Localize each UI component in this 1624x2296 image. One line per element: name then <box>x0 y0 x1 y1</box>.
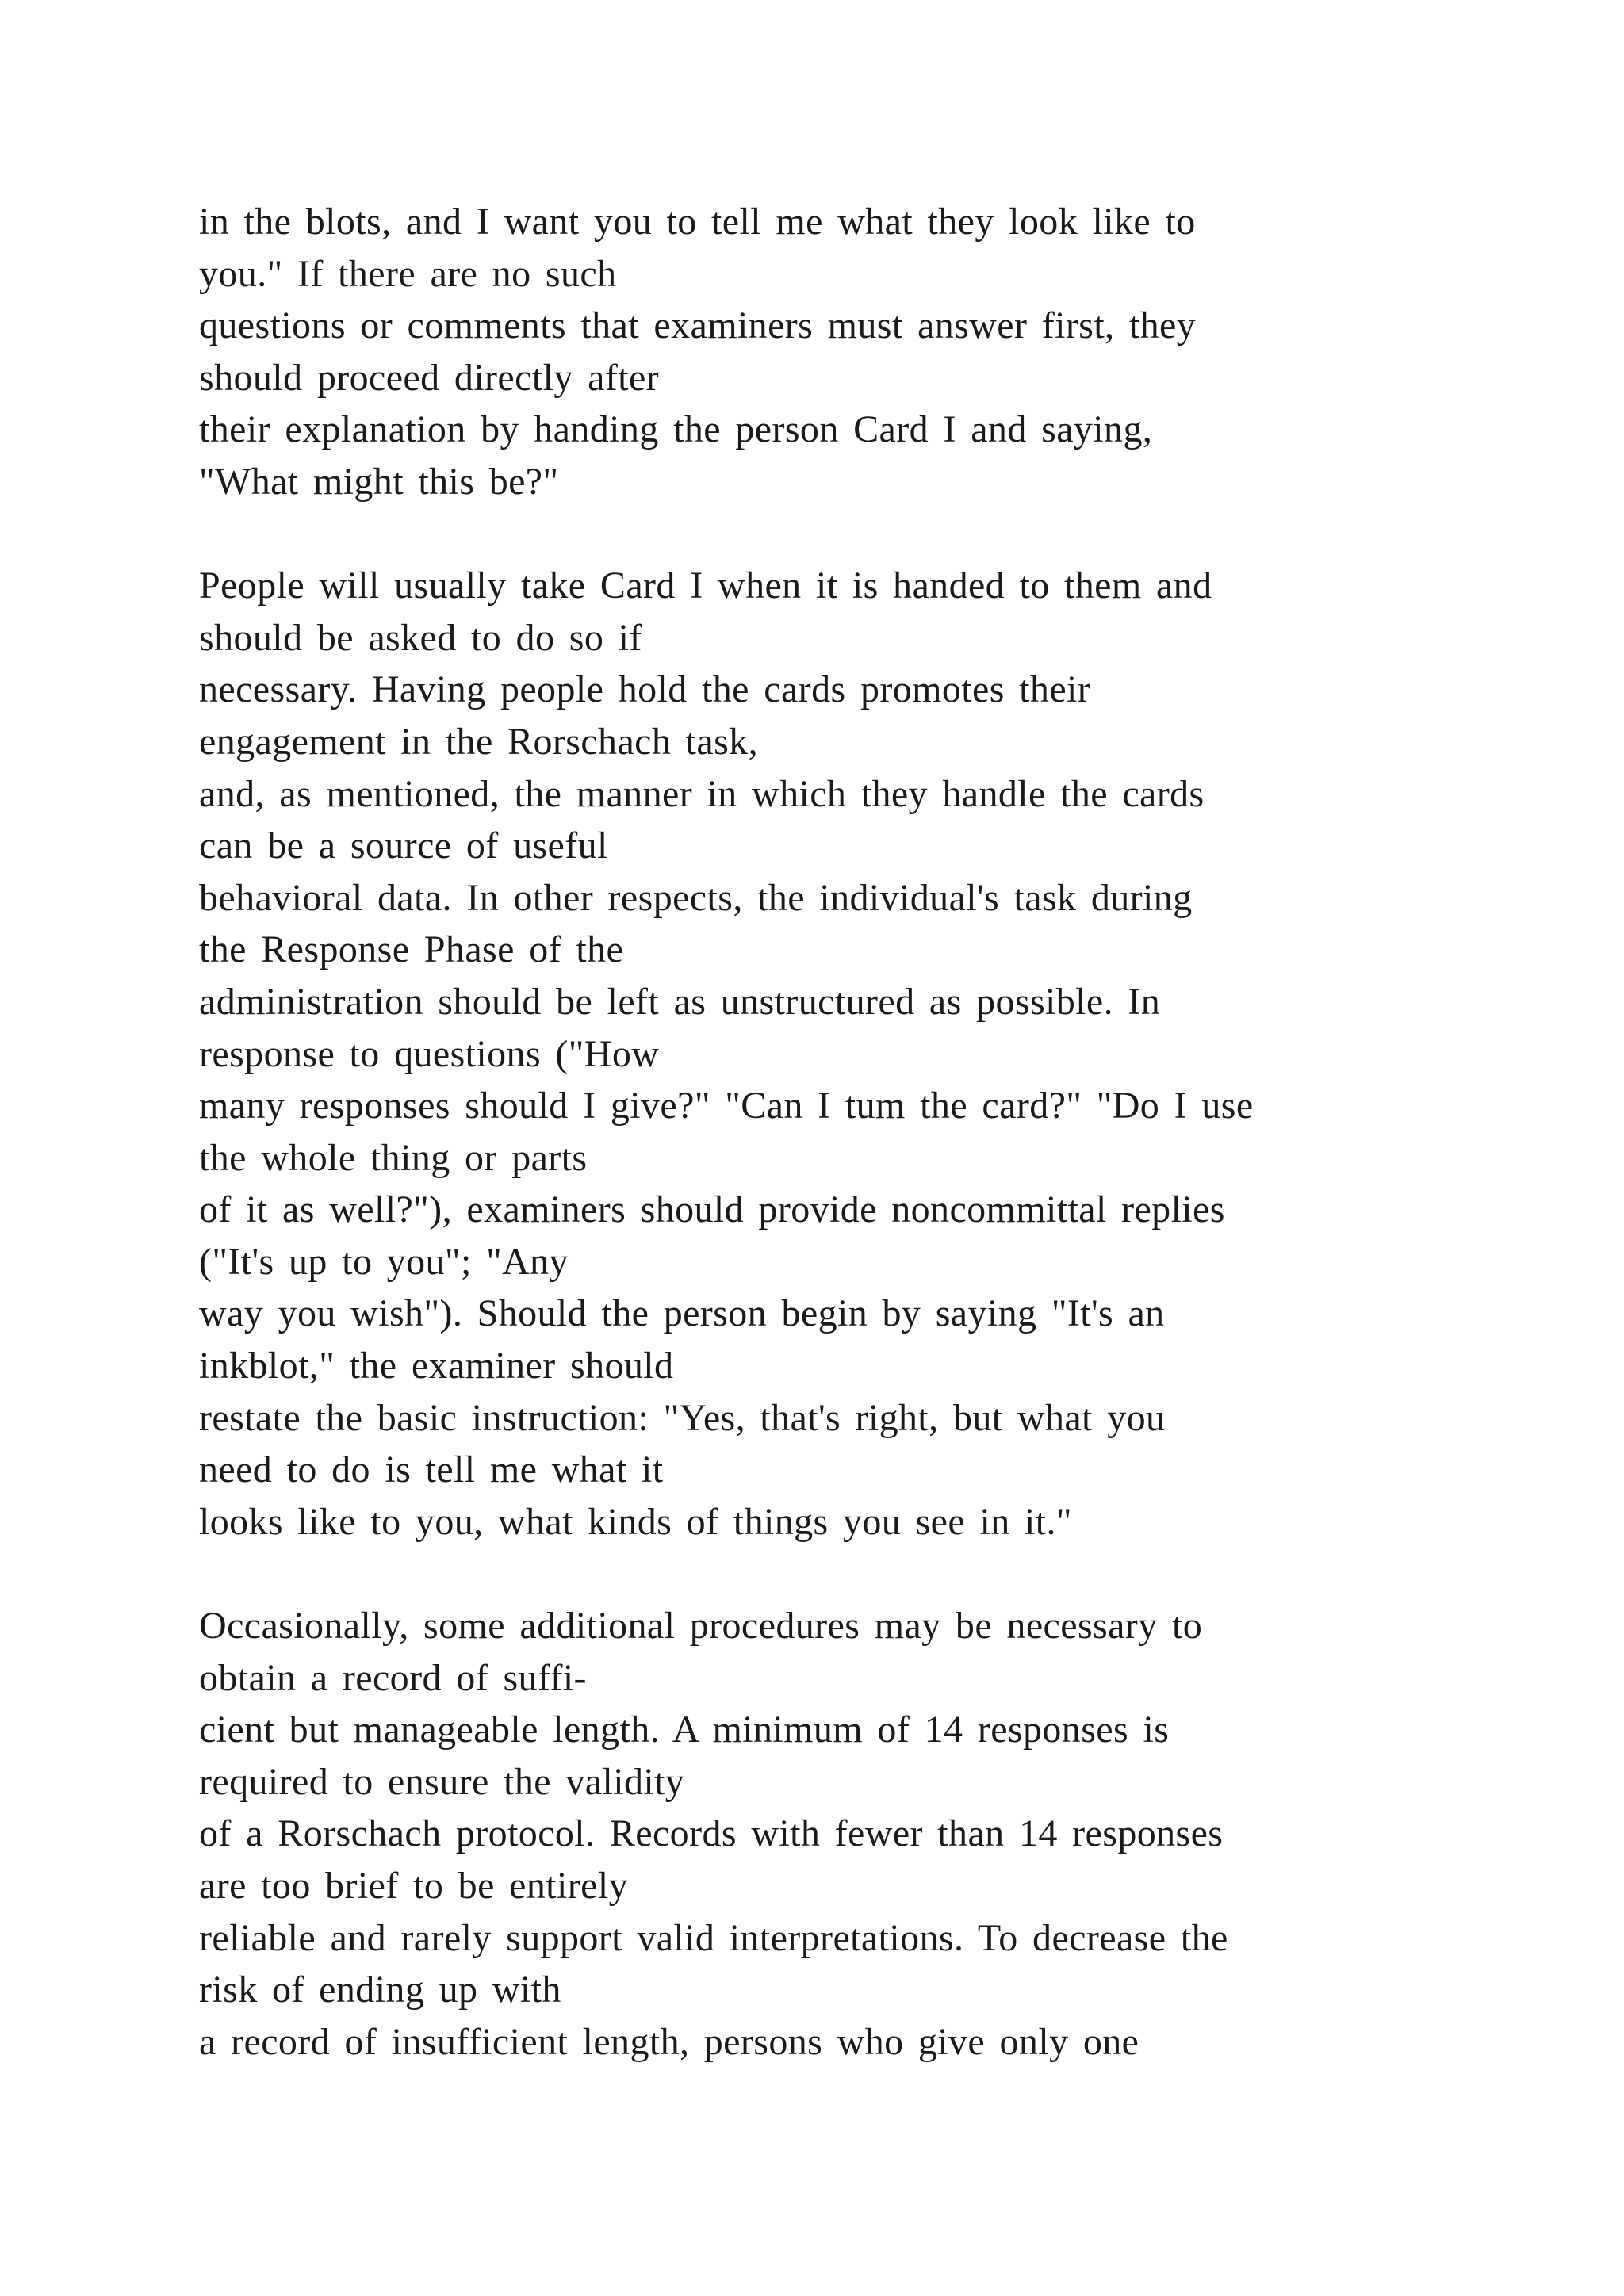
text-line: required to ensure the validity <box>199 1760 685 1803</box>
text-line: reliable and rarely support valid interpretations. To decrease the <box>199 1916 1228 1959</box>
text-line: in the blots, and I want you to tell me what they look like to <box>199 201 1196 243</box>
text-line: restate the basic instruction: "Yes, that's right, but what you <box>199 1396 1166 1439</box>
text-line: ("It's up to you"; "Any <box>199 1240 569 1283</box>
text-line: engagement in the Rorschach task, <box>199 720 758 763</box>
text-line: are too brief to be entirely <box>199 1865 628 1907</box>
blank-line <box>199 1548 1507 1600</box>
text-line: way you wish"). Should the person begin by saying "It's an <box>199 1292 1165 1335</box>
text-line: obtain a record of suffi- <box>199 1656 587 1699</box>
text-line: questions or comments that examiners must answer first, they <box>199 304 1197 347</box>
text-line: Occasionally, some additional procedures may be necessary to <box>199 1605 1203 1647</box>
text-line: should proceed directly after <box>199 356 660 399</box>
text-line: need to do is tell me what it <box>199 1448 664 1491</box>
text-line: of a Rorschach protocol. Records with fewer than 14 responses <box>199 1812 1224 1855</box>
text-line: inkblot," the examiner should <box>199 1345 674 1387</box>
text-line: cient but manageable length. A minimum of 14 responses is <box>199 1709 1170 1751</box>
text-line: of it as well?"), examiners should provide noncommittal replies <box>199 1188 1225 1231</box>
text-line: the Response Phase of the <box>199 928 624 971</box>
text-line: People will usually take Card I when it is handed to them and <box>199 564 1212 607</box>
text-line: many responses should I give?" "Can I tum the card?" "Do I use <box>199 1085 1254 1127</box>
text-line: risk of ending up with <box>199 1969 561 2011</box>
text-line: can be a source of useful <box>199 825 608 867</box>
blank-line <box>199 508 1507 561</box>
text-line: you." If there are no such <box>199 252 617 295</box>
text-line: and, as mentioned, the manner in which they handle the cards <box>199 772 1205 815</box>
text-line: response to questions ("How <box>199 1032 660 1075</box>
text-line: their explanation by handing the person Card I and saying, <box>199 408 1153 451</box>
text-line: behavioral data. In other respects, the individual's task during <box>199 876 1193 919</box>
text-line: looks like to you, what kinds of things you see in it." <box>199 1500 1072 1543</box>
text-line: necessary. Having people hold the cards promotes their <box>199 668 1091 711</box>
text-line: administration should be left as unstructured as possible. In <box>199 980 1161 1023</box>
text-line: "What might this be?" <box>199 460 559 503</box>
text-line: a record of insufficient length, persons who give only one <box>199 2020 1139 2063</box>
body-text <box>199 196 1507 2068</box>
text-line: should be asked to do so if <box>199 616 642 659</box>
text-line: the whole thing or parts <box>199 1136 588 1179</box>
